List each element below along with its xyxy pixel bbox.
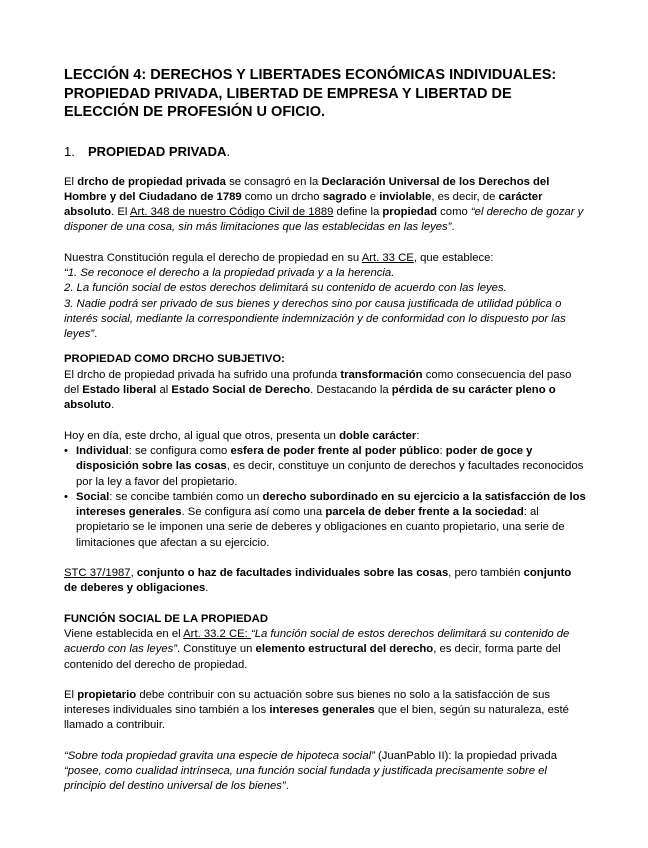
bold-text: propietario <box>77 688 137 701</box>
quote-line-3: 3. Nadie podrá ser privado de sus bienes y derechos sino por causa justificada de utilidad pública o interés social, mediante la correspondiente indemnización y de conformidad con lo dispuesto por las leyes” <box>64 297 566 341</box>
text-span: al <box>156 384 172 397</box>
lesson-title: LECCIÓN 4: DERECHOS Y LIBERTADES ECONÓMICAS INDIVIDUALES: PROPIEDAD PRIVADA, LIBERTAD DE EMPRESA Y LIBERTAD DE ELECCIÓN DE PROFESIÓN U OFICIO. <box>64 67 557 120</box>
text-span: como <box>437 206 471 219</box>
text-span: : al propietario se le imponen una serie de deberes y obligaciones en cuanto propietario, una serie de limitaciones que afectan a su ejercicio. <box>76 506 565 549</box>
text-span: se consagró en la <box>225 175 322 188</box>
bold-text: conjunto o haz de facultades individuales sobre las cosas <box>136 567 449 580</box>
text-span: : <box>439 444 446 457</box>
bold-text: Individual <box>76 444 129 457</box>
paragraph-constitucion <box>64 251 586 343</box>
italic-text: “Sobre toda propiedad gravita una especie de hipoteca social” <box>64 749 375 762</box>
bold-text: Declaración Universal de los Derechos del Hombre y del Ciudadano de 1789 <box>64 175 550 203</box>
text-span: . El <box>111 206 130 219</box>
bold-text: conjunto de deberes y obligaciones <box>64 567 572 595</box>
spacer <box>64 160 586 175</box>
subsection-heading: FUNCIÓN SOCIAL DE LA PROPIEDAD <box>64 612 268 625</box>
text-span: . <box>451 221 455 234</box>
text-span: : se concibe también como un <box>109 490 263 503</box>
text-span: Viene establecida en el <box>64 627 184 640</box>
list-item-individual <box>64 444 586 490</box>
bold-text: sagrado <box>322 190 367 203</box>
link-art-348-codigo-civil[interactable]: Art. 348 de nuestro Código Civil de 1889 <box>129 206 334 219</box>
link-art-33-ce[interactable]: Art. 33 CE <box>361 251 414 264</box>
italic-text: “posee, como cualidad intrínseca, una función social fundada y justificada precisamente sobre el principio del destino universal de los bienes” <box>64 765 547 793</box>
bold-text: carácter absoluto <box>64 190 543 219</box>
bold-text: poder de goce y disposición sobre las cosas <box>76 444 533 473</box>
subsection-funcion-social <box>64 612 586 673</box>
text-span: . <box>111 399 115 412</box>
bold-text: derecho subordinado en su ejercicio a la satisfacción de los intereses generales <box>76 490 586 519</box>
subsection-heading: PROPIEDAD COMO DRCHO SUBJETIVO: <box>64 353 285 366</box>
text-span: . <box>94 328 98 341</box>
spacer <box>64 236 586 251</box>
bold-text: propiedad <box>382 206 438 219</box>
text-span: , es decir, constituye un conjunto de derechos y facultades reconocidos por la ley a favor del propietario. <box>76 460 584 488</box>
paragraph-doble-caracter <box>64 429 586 444</box>
link-stc-37-1987[interactable]: STC 37/1987 <box>64 567 131 580</box>
spacer <box>64 673 586 688</box>
bold-text: pérdida de su carácter pleno o absoluto <box>64 384 556 412</box>
text-span: . Se configura así como una <box>181 506 326 519</box>
text-span: , <box>130 567 137 580</box>
quote-line-1: “1. Se reconoce el derecho a la propiedad privada y a la herencia. <box>64 266 395 279</box>
text-span: e <box>366 190 380 203</box>
document-body <box>64 66 586 795</box>
spacer <box>64 734 586 749</box>
spacer <box>64 551 586 566</box>
text-span: Hoy en día, este drcho, al igual que otros, presenta un <box>64 429 340 442</box>
link-art-33-2-ce[interactable]: Art. 33.2 CE: <box>183 627 251 640</box>
list-item-social <box>64 490 586 551</box>
bold-text: Social <box>76 490 110 503</box>
section-number: 1. <box>64 143 75 159</box>
italic-text: “La función social de estos derechos delimitará su contenido de acuerdo con las leyes” <box>64 627 570 656</box>
text-span: Nuestra Constitución regula el derecho de propiedad en su <box>64 251 362 264</box>
text-span: El <box>64 175 78 188</box>
text-span: , es decir, forma parte del contenido del derecho de propiedad. <box>64 643 561 671</box>
italic-text: “el derecho de gozar y disponer de una cosa, sin más limitaciones que las establecidas en las leyes” <box>64 206 584 234</box>
text-span: : se configura como <box>128 444 231 457</box>
text-span: , que establece: <box>413 251 494 264</box>
text-span: , es decir, de <box>431 190 499 203</box>
doble-caracter-list <box>64 444 586 551</box>
bold-text: elemento estructural del derecho <box>255 643 434 656</box>
text-span: El <box>64 688 78 701</box>
bold-text: parcela de deber frente a la sociedad <box>325 506 524 519</box>
section-heading-propiedad-privada <box>64 144 586 160</box>
text-span: El drcho de propiedad privada ha sufrido una profunda <box>64 368 341 381</box>
bold-text: Estado Social de Derecho <box>171 384 311 397</box>
text-span: como consecuencia del paso del <box>64 368 572 397</box>
bold-text: doble carácter <box>339 429 417 442</box>
paragraph-hipoteca-social <box>64 749 586 795</box>
text-span: debe contribuir con su actuación sobre sus bienes no solo a la satisfacción de sus intereses individuales sino también a los <box>64 688 551 717</box>
text-span: : <box>416 429 420 442</box>
text-span: que el bien, según su naturaleza, esté llamado a contribuir. <box>64 704 569 732</box>
bold-text: transformación <box>340 368 423 381</box>
bold-text: inviolable <box>379 190 432 203</box>
spacer <box>64 414 586 429</box>
text-span: . <box>285 780 289 793</box>
bold-text: Estado liberal <box>82 384 157 397</box>
text-span: define la <box>333 206 383 219</box>
text-span: (JuanPablo II): la propiedad privada <box>374 749 557 762</box>
bold-text: intereses generales <box>269 704 375 717</box>
text-span: . <box>205 582 209 595</box>
spacer <box>64 342 586 352</box>
text-span: , pero también <box>448 567 524 580</box>
text-span: . Destacando la <box>310 384 392 397</box>
paragraph-stc <box>64 566 586 597</box>
text-span: como un drcho <box>241 190 323 203</box>
paragraph-declaracion <box>64 175 586 236</box>
subsection-derecho-subjetivo <box>64 352 586 413</box>
spacer <box>64 597 586 612</box>
paragraph-propietario <box>64 688 586 734</box>
bold-text: drcho de propiedad privada <box>77 175 226 188</box>
bold-text: esfera de poder frente al poder público <box>230 444 440 457</box>
section-period: . <box>226 143 231 159</box>
text-span: . Constituye un <box>177 643 256 656</box>
quote-line-2: 2. La función social de estos derechos delimitará su contenido de acuerdo con las leyes. <box>64 282 507 295</box>
section-title: PROPIEDAD PRIVADA <box>88 143 227 159</box>
